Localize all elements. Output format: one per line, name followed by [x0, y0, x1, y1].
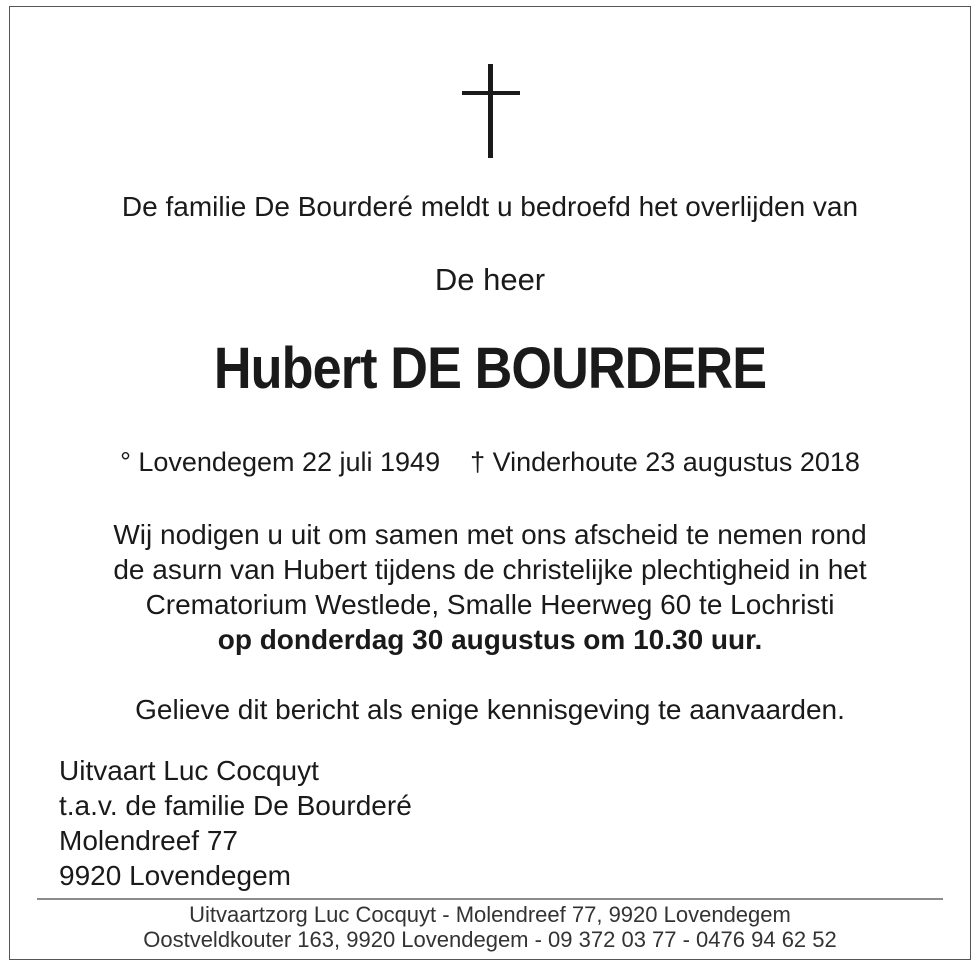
contact-address	[59, 753, 412, 893]
cross-icon	[462, 64, 520, 158]
intro-text: De familie De Bourderé meldt u bedroefd het overlijden van	[121, 191, 859, 222]
invitation-line: Wij nodigen u uit om samen met ons afscheid te nemen rond	[113, 519, 867, 550]
invitation-text	[0, 517, 980, 657]
address-line: Uitvaart Luc Cocquyt	[59, 755, 319, 786]
life-dates	[0, 446, 980, 478]
honorific-title: De heer	[434, 262, 546, 297]
invitation-line: de asurn van Hubert tijdens de christelijke plechtigheid in het	[113, 554, 867, 585]
footer-line: Uitvaartzorg Luc Cocquyt - Molendreef 77, 9920 Lovendegem	[189, 902, 791, 927]
death-date: † Vinderhoute 23 augustus 2018	[470, 447, 860, 477]
footer	[0, 902, 980, 952]
birth-date: ° Lovendegem 22 juli 1949	[120, 447, 441, 477]
ceremony-time: op donderdag 30 augustus om 10.30 uur.	[217, 624, 763, 655]
address-line: 9920 Lovendegem	[59, 860, 291, 891]
footer-divider	[37, 898, 943, 900]
closing-text: Gelieve dit bericht als enige kennisgeving te aanvaarden.	[135, 694, 845, 725]
address-line: t.a.v. de familie De Bourderé	[59, 790, 412, 821]
deceased-name: Hubert DE BOURDERE	[213, 336, 767, 401]
footer-line: Oostveldkouter 163, 9920 Lovendegem - 09 372 03 77 - 0476 94 62 52	[143, 927, 837, 952]
address-line: Molendreef 77	[59, 825, 239, 856]
invitation-line: Crematorium Westlede, Smalle Heerweg 60 te Lochristi	[145, 589, 835, 620]
